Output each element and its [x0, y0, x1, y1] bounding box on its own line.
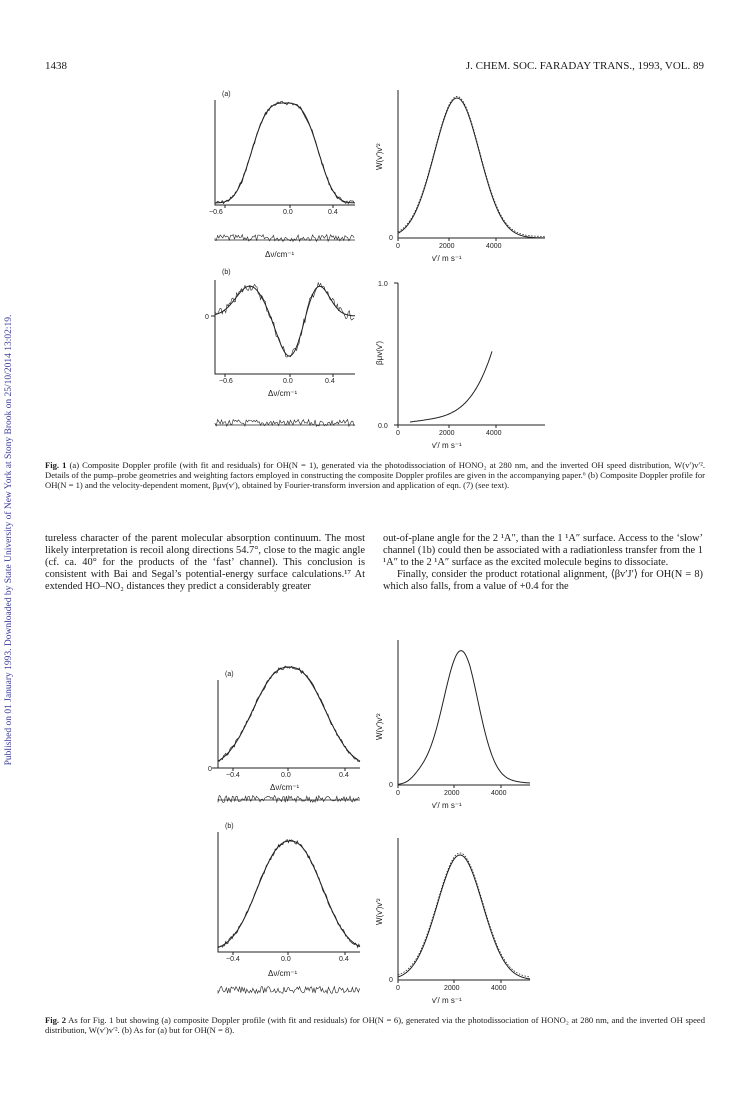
- fig2-a-xlabel: Δν/cm⁻¹: [270, 783, 300, 792]
- page-number: 1438: [45, 60, 67, 72]
- fig1-speed-ylabel: W(v′)v′²: [375, 143, 384, 170]
- fig2-a-speed-tick: 4000: [491, 790, 507, 797]
- fig1-a-doppler-data: [215, 101, 354, 204]
- fig2-a-zero: 0: [208, 766, 212, 773]
- fig2-caption: [45, 1015, 705, 1035]
- fig2-b-tick: −0.4: [226, 956, 240, 963]
- fig1-b-tick: 0.0: [283, 378, 293, 385]
- fig2-b-tick: 0.0: [281, 956, 291, 963]
- fig2-a-doppler-fit: [218, 667, 360, 761]
- fig1-beta-xlabel: v′/ m s⁻¹: [432, 441, 462, 450]
- fig1-caption-label: Fig. 1: [45, 460, 67, 470]
- fig2-a-tick: −0.4: [226, 772, 240, 779]
- fig2-b-residuals: [218, 987, 360, 994]
- fig1-b-label: (b): [222, 269, 231, 276]
- fig2-a-tick: 0.4: [339, 772, 349, 779]
- fig2-a-speed-zero: 0: [389, 782, 393, 789]
- fig1-beta-xtick: 4000: [486, 430, 502, 437]
- fig2-b-speed-ylabel: W(v′)v′²: [375, 898, 384, 925]
- fig1-b-zero: 0: [205, 314, 209, 321]
- fig1-a-doppler-fit: [215, 103, 355, 203]
- body-paragraph: tureless character of the parent molecular absorption continuum. The most likely interpretation is recoil along directions 54.7°, close to the magic angle (cf. ca. 40° for the products of the ‘fast’ channel). This conclusion is consistent with Bai and Segal’s potential-energy surface calculations.¹⁷ At extended HO–NO₂ distances they predict a considerably greater: [45, 533, 365, 592]
- fig2-caption-label: Fig. 2: [45, 1015, 66, 1025]
- figure-1: [0, 80, 744, 455]
- fig1-speed-tick: 4000: [486, 243, 502, 250]
- fig2-b-speed-xlabel: v′/ m s⁻¹: [432, 996, 462, 1005]
- fig2-a-speed-xlabel: v′/ m s⁻¹: [432, 801, 462, 810]
- fig1-caption: [45, 460, 705, 490]
- body-paragraph: out-of-plane angle for the 2 ¹A″, than the 1 ¹A″ surface. Access to the ‘slow’ channel (1b) could then be associated with a radiationless transfer from the 1 ¹A″ to the 2 ¹A″ surface as the excited molecule begins to dissociate.: [383, 533, 703, 568]
- fig1-speed-curve: [398, 98, 545, 238]
- fig2-a-residuals: [218, 796, 360, 803]
- fig1-speed-tick: 2000: [439, 243, 455, 250]
- fig2-a-label: (a): [225, 671, 234, 678]
- fig1-b-tick: 0.4: [325, 378, 335, 385]
- fig1-caption-text: (a) Composite Doppler profile (with fit and residuals) for OH(N = 1), generated via the photodissociation of HONO₂ at 280 nm, and the inverted OH speed distribution, W(v′)v′². Details of the pump–probe geometries and weighting factors employed in constructing the composite Doppler profiles are given in the accompanying paper.⁶ (b) Composite Doppler profile for OH(N = 1) and the velocity-dependent moment, βμv(v′), obtained by Fourier-transform inversion and application of eqn. (7) (see text).: [45, 460, 706, 490]
- body-column-left: [45, 533, 365, 593]
- fig1-a-tick: 0.4: [328, 209, 338, 216]
- fig2-b-xlabel: Δν/cm⁻¹: [268, 969, 298, 978]
- fig1-beta-axes: [398, 283, 545, 425]
- fig1-a-xlabel: Δν/cm⁻¹: [265, 250, 295, 259]
- fig1-speed-axes: [398, 90, 545, 238]
- fig2-b-doppler-data: [218, 840, 360, 948]
- fig2-a-tick: 0.0: [281, 772, 291, 779]
- fig2-b-speed-curve: [398, 855, 530, 979]
- fig1-b-doppler-axes: [215, 280, 355, 374]
- fig2-a-speed-curve: [398, 651, 530, 785]
- fig1-speed-xlabel: v′/ m s⁻¹: [432, 254, 462, 263]
- fig2-a-speed-ylabel: W(v′)v′²: [375, 713, 384, 740]
- fig2-b-doppler-axes: [218, 832, 360, 952]
- fig1-a-residuals: [215, 235, 354, 242]
- fig1-b-doppler-data: [215, 283, 354, 358]
- fig2-a-speed-axes: [398, 640, 530, 785]
- figure-2: [0, 640, 744, 1015]
- body-column-right: [383, 533, 703, 593]
- fig2-b-speed-tick: 4000: [491, 985, 507, 992]
- fig2-caption-text: As for Fig. 1 but showing (a) composite Doppler profile (with fit and residuals) for OH(N = 6), generated via the photodissociation of HONO₂ at 280 nm, and the inverted OH speed distribution, W(v′)v′². (b) As for (a) but for OH(N = 8).: [45, 1015, 706, 1035]
- journal-header: J. CHEM. SOC. FARADAY TRANS., 1993, VOL. 89: [465, 60, 704, 72]
- fig1-b-xlabel: Δν/cm⁻¹: [268, 389, 298, 398]
- fig2-b-speed-tick: 2000: [444, 985, 460, 992]
- fig1-beta-ytick: 0.0: [378, 423, 388, 430]
- fig1-beta-xtick: 2000: [439, 430, 455, 437]
- fig1-a-tick: 0.0: [283, 209, 293, 216]
- fig2-b-doppler-fit: [218, 841, 360, 948]
- fig2-b-speed-tick: 0: [396, 985, 400, 992]
- fig1-a-doppler-axes: [215, 100, 355, 205]
- fig1-speed-tick: 0: [396, 243, 400, 250]
- fig1-a-label: (a): [222, 91, 231, 98]
- fig2-a-doppler-axes: [218, 680, 360, 768]
- fig1-beta-ylabel: βμv(v′): [375, 340, 384, 365]
- fig1-beta-xtick: 0: [396, 430, 400, 437]
- download-notice-text: Published on 01 January 1993. Downloaded by State University of New York at Stony Brook on 25/10/2014 13:02:19.: [4, 314, 14, 766]
- fig1-beta-curve: [410, 351, 492, 422]
- fig1-beta-ytick: 1.0: [378, 281, 388, 288]
- fig1-speed-zero: 0: [389, 235, 393, 242]
- body-paragraph: Finally, consider the product rotational alignment, ⟨βv′J′⟩ for OH(N = 8) which also falls, from a value of +0.4 for the: [383, 569, 703, 592]
- fig2-b-speed-zero: 0: [389, 977, 393, 984]
- fig1-a-tick: −0.6: [209, 209, 223, 216]
- fig1-b-tick: −0.6: [219, 378, 233, 385]
- fig2-a-speed-tick: 2000: [444, 790, 460, 797]
- fig2-a-speed-tick: 0: [396, 790, 400, 797]
- fig1-speed-curve-dashed: [398, 97, 545, 237]
- fig2-b-tick: 0.4: [339, 956, 349, 963]
- fig2-b-label: (b): [225, 823, 234, 830]
- fig2-a-doppler-data: [218, 666, 360, 762]
